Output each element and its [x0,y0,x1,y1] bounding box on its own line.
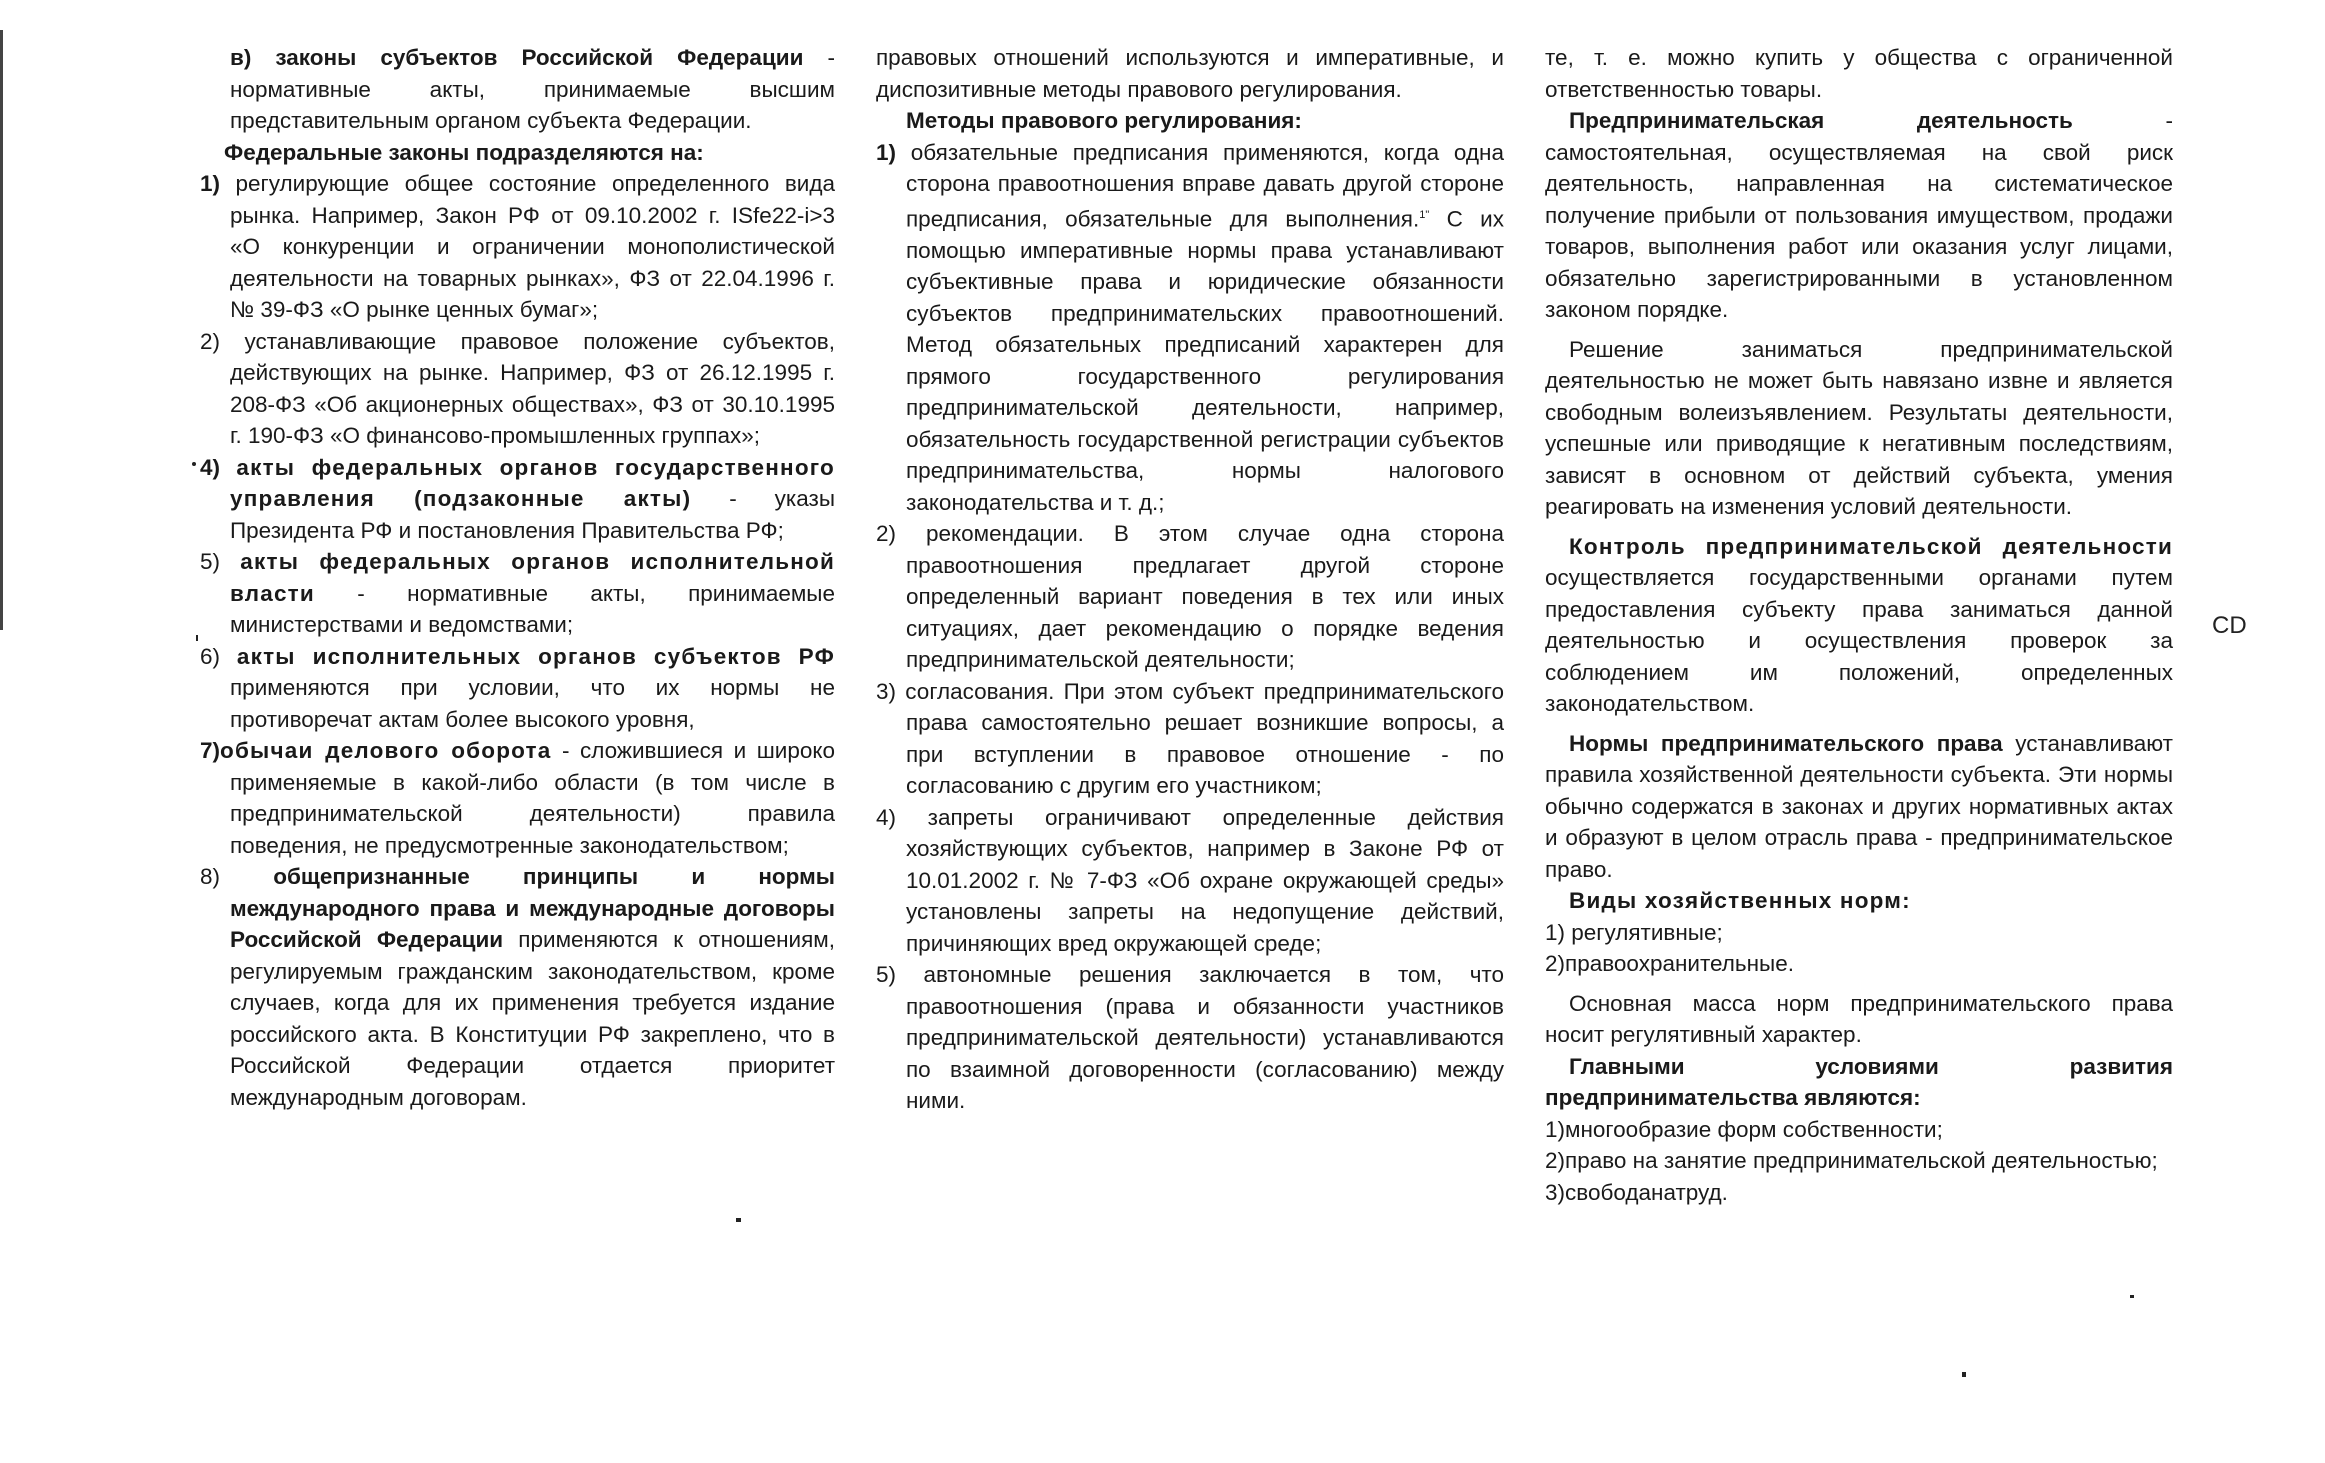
method-item-2 [876,518,1504,676]
scan-speck [196,635,198,641]
text: те, т. е. можно купить у общества с ограниченной ответственностью товары. [1545,45,2173,102]
heading-methods [876,105,1504,137]
paragraph-main-mass [1545,988,2173,1051]
paragraph-continuation [876,42,1504,105]
paragraph-decision [1545,334,2173,523]
item-text: обязательные предписания применяются, когда одна сторона правоотношения вправе давать другой стороне предписания, обязательные для выполнения. [896,139,1504,231]
item-text: 2)правоохранительные. [1545,951,1794,976]
item-text: 1) регулятивные; [1545,919,1723,945]
term: Нормы предпринимательского права [1569,730,2003,756]
heading-norm-types [1545,885,2173,917]
item-number: 5) [200,549,221,574]
heading-federal-laws [200,137,835,169]
text: осуществляется государственными органами путем предоставления субъекту права заниматься данной деятельностью и осуществления проверок за соблюдением им положений, определенных законодательством. [1545,565,2173,716]
list-item-2 [200,326,835,452]
item-number: 7) [200,738,221,763]
item-text: 3)свободанатруд. [1545,1179,1728,1205]
item-number: 1) [200,171,221,196]
list-item-1 [200,168,835,326]
page-edge-line [0,30,3,630]
term-regional-laws: в) законы субъектов Российской Федерации [230,45,804,70]
heading-text: Методы правового регулирования: [906,108,1302,133]
item-text: регулирующие общее состояние определенного вида рынка. Например, Закон РФ от 09.10.2002 г. ISfe22-i>3 «О конкуренции и ограничении монополистической деятельности на товарных рынках», ФЗ от 22.04.1996 г. № 39-ФЗ «О рынке ценных бумаг»; [220,171,835,322]
item-text: 2) рекомендации. В этом случае одна сторона правоотношения предлагает другой стороне определенный вариант поведения в тех или иных ситуациях, дает рекомендацию о порядке ведения предпринимательской деятельности; [876,521,1504,672]
item-text: применяются при условии, что их нормы не противоречат актам более высокого уровня, [230,675,835,732]
item-number: 4) [200,454,221,480]
item-text: 5) автономные решения заключается в том, что правоотношения (права и обязанности участников предпринимательской деятельности) устанавливаются по взаимной договоренности (согласованию) между ними. [876,962,1504,1113]
heading-text: Главными условиями развития предпринимательства являются: [1545,1053,2173,1110]
method-item-5 [876,959,1504,1117]
text: Решение заниматься предпринимательской деятельностью не может быть навязано извне и является свободным волеизъявлением. Результаты деятельности, успешные или приводящие к негативным последствиям, зависят в основном от действий субъекта, умения реагировать на изменения условий деятельности. [1545,336,2173,519]
item-text: 2)право на занятие предпринимательской деятельностью; [1545,1148,2158,1173]
item-term: общепризнанные принципы и нормы международного права и международные договоры Российской Федерации [220,864,835,952]
column-3 [1545,42,2173,1208]
text: - нормативные акты, принимаемые высшим представительным органом субъекта Федерации. [230,45,835,133]
item-text: - нормативные акты, принимаемые министерствами и ведомствами; [230,580,835,637]
item-term: акты федеральных органов исполнительной власти [220,549,835,606]
norm-type-1 [1545,917,2173,949]
item-term: обычаи делового оборота [220,738,552,763]
item-number: 8) [200,864,221,889]
heading-conditions [1545,1051,2173,1114]
list-item-5 [200,546,835,641]
scan-speck [1962,1372,1966,1377]
item-text-continued: С их помощью императивные нормы права устанавливают субъективные права и юридические обязанности субъектов предпринимательских правоотношений. Метод обязательных предписаний характерен для прямого государственного регулирования предпринимательской деятельности, например, обязательность государственной регистрации субъектов предпринимательства, нормы налогового законодательства и т. д.; [906,206,1505,515]
text: правовых отношений используются и императивные, и диспозитивные методы правового регулирования. [876,45,1504,102]
item-text: 1)многообразие форм собственности; [1545,1116,1943,1142]
scan-speck [192,462,196,466]
heading-text: Федеральные законы подразделяются на: [224,139,704,165]
item-number: 6) [200,643,221,669]
heading-text: Виды хозяйственных норм: [1569,888,1911,913]
list-item-7 [200,735,835,861]
item-number: 1) [876,139,897,165]
paragraph-regional-laws [200,42,835,137]
margin-mark: CD [2212,612,2247,639]
column-2 [876,42,1504,1117]
paragraph-continuation [1545,42,2173,105]
item-term: акты исполнительных органов субъектов РФ [220,643,835,669]
list-item-8 [200,861,835,1113]
text: устанавливают правила хозяйственной деятельности субъекта. Эти нормы обычно содержатся в законах и других нормативных актах и образуют в целом отрасль права - предпринимательское право. [1545,730,2173,882]
item-term: акты федеральных органов государственного управления (подзаконные акты) [220,454,835,511]
item-text: 3) согласования. При этом субъект предпринимательского права самостоятельно решает возникшие вопросы, а при вступлении в правовое отношение - по согласованию с другим его участником; [876,678,1504,798]
item-text: - указы Президента РФ и постановления Правительства РФ; [230,486,835,543]
item-text: 4) запреты ограничивают определенные действия хозяйствующих субъектов, например в Законе РФ от 10.01.2002 г. № 7-ФЗ «Об охране окружающей среды» установлены запреты на недопущение действий, причиняющих вред окружающей среде; [876,804,1504,956]
term: Контроль предпринимательской деятельности [1569,533,2173,559]
method-item-1 [876,137,1504,519]
scan-speck [2130,1295,2134,1298]
list-item-4 [200,452,835,547]
norm-type-2 [1545,948,2173,980]
list-item-6 [200,641,835,736]
condition-2 [1545,1145,2173,1177]
text: - самостоятельная, осуществляемая на свой риск деятельность, направленная на систематическое получение прибыли от пользования имуществом, продажи товаров, выполнения работ или оказания услуг лицами, обязательно зарегистрированными в установленном законом порядке. [1545,108,2173,322]
text: Основная масса норм предпринимательского права носит регулятивный характер. [1545,990,2173,1047]
paragraph-norms [1545,728,2173,886]
item-text: 2) устанавливающие правовое положение субъектов, действующих на рынке. Например, ФЗ от 26.12.1995 г. 208-ФЗ «Об акционерных обществах», ФЗ от 30.10.1995 г. 190-ФЗ «О финансово-промышленных группах»; [200,328,835,448]
scan-speck [736,1218,741,1222]
method-item-3 [876,676,1504,802]
column-1 [200,42,835,1113]
item-text: - сложившиеся и широко применяемые в какой-либо области (в том числе в предпринимательской деятельности) правила поведения, не предусмотренные законодательством; [230,738,835,858]
item-text: применяются к отношениям, регулируемым гражданским законодательством, кроме случаев, когда для их применения требуется издание российского акта. В Конституции РФ закреплено, что в Российской Федерации отдается приоритет международным договорам. [230,927,836,1110]
term: Предпринимательская деятельность [1569,108,2073,133]
condition-1 [1545,1114,2173,1146]
condition-3 [1545,1177,2173,1209]
footnote-mark: 1" [1419,208,1430,221]
paragraph-control [1545,531,2173,720]
method-item-4 [876,802,1504,960]
paragraph-entrepreneurship [1545,105,2173,326]
